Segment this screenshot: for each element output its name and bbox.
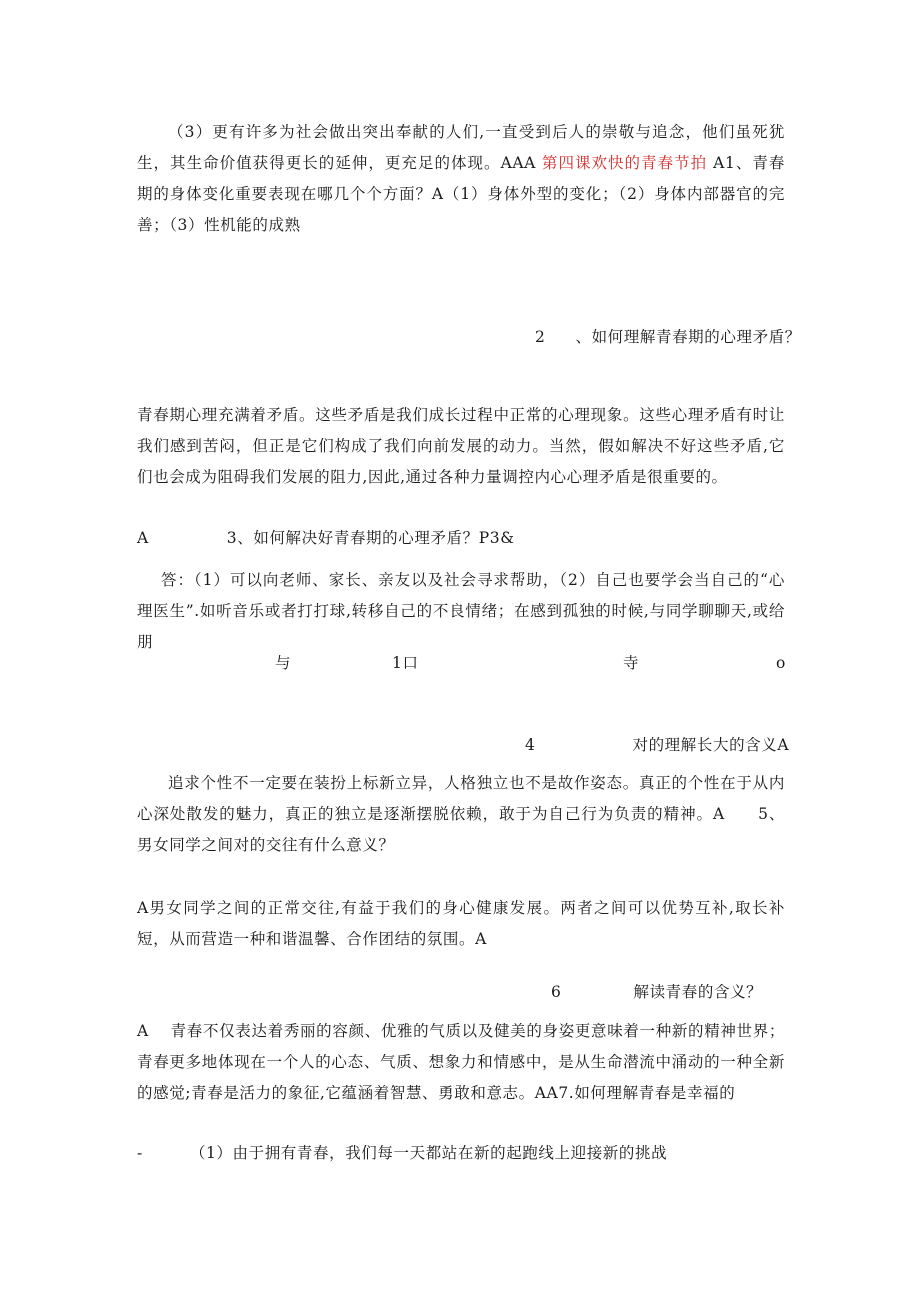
answer-5: A男女同学之间的正常交往,有益于我们的身心健康发展。两者之间可以优势互补,取长补短，从而营造一种和谐温馨、合作团结的氛围。A	[137, 899, 785, 948]
question-2	[535, 327, 801, 347]
fragment-c: 寺	[623, 654, 640, 672]
question-3	[137, 528, 515, 548]
answer-3: 答：（1）可以向老师、家长、亲友以及社会寻求帮助，（2）自己也要学会当自己的“心理医生”.如听音乐或者打打球,转移自己的不良情绪；在感到孤独的时候,与同学聊聊天,或给朋	[137, 571, 785, 651]
answer-4: 追求个性不一定要在装扮上标新立异，人格独立也不是故作姿态。真正的个性在于从内心深处散发的魅力，真正的独立是逐渐摆脱依赖，敢于为自己行为负责的精神。A 5、男女同学之间对的交往有什么意义？	[137, 774, 785, 854]
paragraph-1-pre: （3）更有许多为社会做出突出奉献的人们,一直受到后人的崇敬与追念，他们虽死犹生，其生命价值获得更长的延伸，更充足的体现。AAA	[137, 123, 785, 172]
last-line-text: （1）由于拥有青春，我们每一天都站在新的起跑线上迎接新的挑战	[189, 1144, 668, 1162]
last-line	[137, 1143, 667, 1163]
question-3-text: 3、如何解决好青春期的心理矛盾？P3&	[226, 529, 515, 547]
question-6-number: 6	[551, 983, 562, 1001]
question-6-text: 解读青春的含义？	[633, 983, 763, 1001]
fragment-a: 与	[275, 654, 292, 672]
answer-6: A 青春不仅表达着秀丽的容颜、优雅的气质以及健美的身姿更意味着一种新的精神世界；青春更多地体现在一个人的心态、气质、想象力和情感中，是从生命潜流中涌动的一种全新的感觉;青春是活力的象征,它蕴涵着智慧、勇敢和意志。AA7.如何理解青春是幸福的	[137, 1022, 785, 1102]
question-4	[525, 735, 789, 755]
paragraph-1-post: A1、青春期的身体变化重要表现在哪几个个方面？A（1）身体外型的变化；（2）身体内部器官的完善；（3）性机能的成熟	[137, 154, 785, 234]
lesson-title-highlight: 第四课欢快的青春节拍	[541, 154, 708, 172]
fragment-d: o	[776, 654, 786, 672]
answer-2: 青春期心理充满着矛盾。这些矛盾是我们成长过程中正常的心理现象。这些心理矛盾有时让我们感到苦闷，但正是它们构成了我们向前发展的动力。当然，假如解决不好这些矛盾,它们也会成为阻碍我们发展的阻力,因此,通过各种力量调控内心心理矛盾是很重要的。	[137, 406, 785, 486]
question-2-text: 、如何理解青春期的心理矛盾？	[575, 328, 801, 346]
question-4-number: 4	[525, 736, 536, 754]
question-4-text: 对的理解长大的含义A	[632, 736, 790, 754]
fragment-b: 1口	[392, 654, 419, 672]
last-line-dash: -	[137, 1144, 143, 1162]
question-6	[551, 982, 762, 1002]
paragraph-1	[137, 117, 785, 241]
question-2-number: 2	[535, 328, 546, 346]
question-3-prefix: A	[137, 529, 149, 547]
